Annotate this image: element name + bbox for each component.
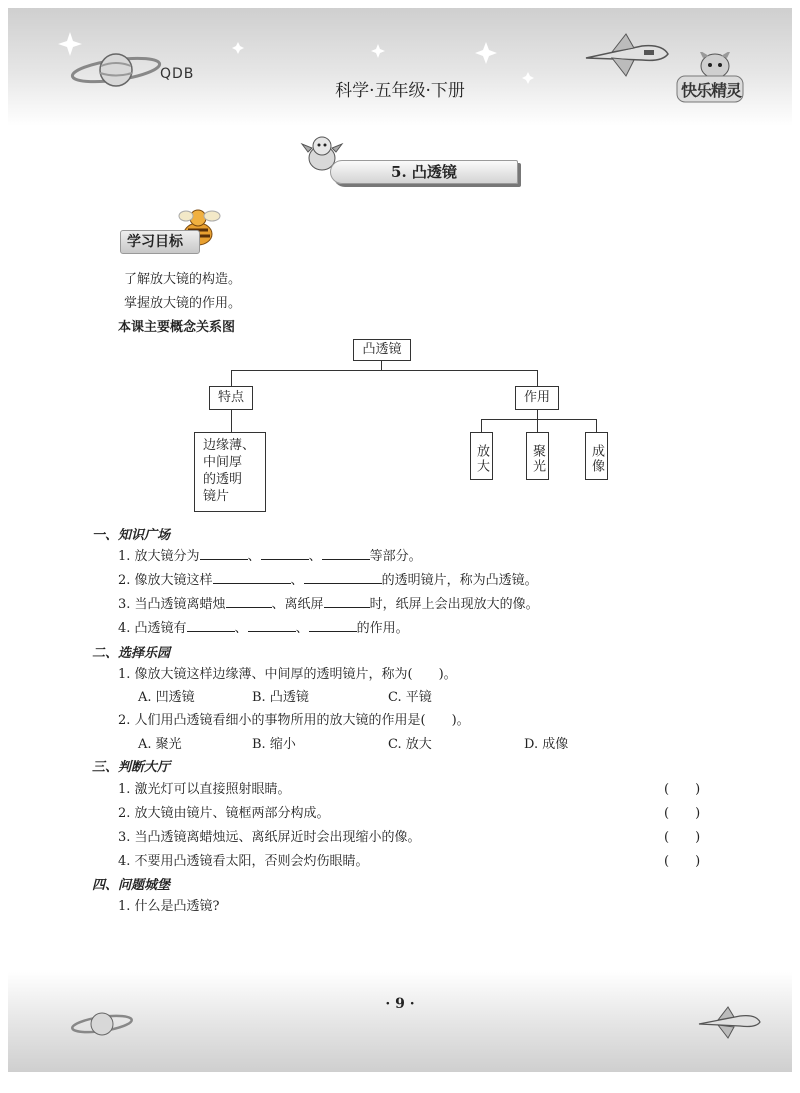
diagram-function-focus-light: 聚光: [526, 432, 549, 480]
logo-text: 快乐精灵: [681, 81, 742, 100]
question-1-2: [118, 569, 538, 588]
question-text: 3. 当凸透镜离蜡烛: [118, 597, 226, 612]
option-2-1-a[interactable]: A. 凹透镜: [138, 690, 195, 705]
question-text: 、: [247, 549, 261, 564]
diagram-node-functions: 作用: [515, 386, 559, 410]
blank-answer[interactable]: [322, 546, 370, 560]
question-text: 等部分。: [369, 549, 422, 564]
diagram-function-magnify: 放大: [470, 432, 493, 480]
answer-paren[interactable]: ( ): [664, 830, 701, 845]
section-judgement-title: 三、判断大厅: [92, 760, 171, 775]
question-text: 、: [290, 573, 304, 588]
diagram-node-features: 特点: [209, 386, 253, 410]
connector-line: [381, 361, 382, 370]
connector-line: [596, 419, 597, 432]
learning-goals-tag: 学习目标: [120, 230, 200, 254]
blank-answer[interactable]: [200, 546, 248, 560]
option-2-1-b[interactable]: B. 凸透镜: [252, 690, 309, 705]
option-2-2-c[interactable]: C. 放大: [388, 737, 432, 752]
question-text: 、: [308, 549, 322, 564]
question-1-4: [118, 617, 409, 636]
section-question-title: 四、问题城堡: [92, 878, 171, 893]
section-choice-title: 二、选择乐园: [92, 646, 171, 661]
question-text: 4. 凸透镜有: [118, 621, 187, 636]
connector-line: [481, 419, 597, 420]
question-1-1: [118, 545, 422, 564]
judgement-4: 4. 不要用凸透镜看太阳，否则会灼伤眼睛。: [118, 854, 369, 869]
question-text: 2. 像放大镜这样: [118, 573, 213, 588]
connector-line: [231, 370, 232, 386]
goal-item-2: 掌握放大镜的作用。: [124, 296, 242, 311]
space-shuttle-icon: [696, 1004, 762, 1040]
answer-paren[interactable]: ( ): [664, 806, 701, 821]
question-text: 时，纸屏上会出现放大的像。: [369, 597, 539, 612]
feature-line: 中间厚: [203, 455, 243, 470]
question-2-2: 2. 人们用凸透镜看细小的事物所用的放大镜的作用是( )。: [118, 713, 470, 728]
diagram-feature-desc: [194, 432, 266, 512]
feature-line: 边缘薄、: [203, 438, 256, 453]
answer-paren[interactable]: ( ): [664, 782, 701, 797]
lesson-title: 5. 凸透镜: [330, 160, 518, 184]
judgement-3: 3. 当凸透镜离蜡烛远、离纸屏近时会出现缩小的像。: [118, 830, 421, 845]
page-header-title: 科学·五年级·下册: [335, 81, 465, 101]
blank-answer[interactable]: [213, 570, 291, 584]
question-text: 的透明镜片，称为凸透镜。: [381, 573, 538, 588]
blank-answer[interactable]: [187, 618, 235, 632]
connector-line: [231, 370, 537, 371]
question-text: 、: [295, 621, 309, 636]
feature-line: 镜片: [203, 489, 230, 504]
header-code: QDB: [160, 66, 195, 82]
planet-icon: [70, 1006, 134, 1042]
feature-line: 的透明: [203, 472, 243, 487]
connector-line: [537, 410, 538, 419]
blank-answer[interactable]: [226, 594, 272, 608]
answer-paren[interactable]: ( ): [664, 854, 701, 869]
blank-answer[interactable]: [324, 594, 370, 608]
goal-item-1: 了解放大镜的构造。: [124, 272, 242, 287]
question-text: 、: [234, 621, 248, 636]
blank-answer[interactable]: [261, 546, 309, 560]
question-1-3: [118, 593, 539, 612]
diagram-function-image: 成像: [585, 432, 608, 480]
blank-answer[interactable]: [309, 618, 357, 632]
question-4-1: 1. 什么是凸透镜?: [118, 899, 220, 914]
option-2-2-b[interactable]: B. 缩小: [252, 737, 296, 752]
concept-diagram-title: 本课主要概念关系图: [118, 320, 236, 335]
connector-line: [537, 419, 538, 432]
space-shuttle-icon: [582, 30, 672, 80]
judgement-1: 1. 激光灯可以直接照射眼睛。: [118, 782, 291, 797]
question-text: 1. 放大镜分为: [118, 549, 200, 564]
blank-answer[interactable]: [248, 618, 296, 632]
question-text: 、离纸屏: [271, 597, 324, 612]
connector-line: [481, 419, 482, 432]
happy-genius-logo: [675, 52, 745, 104]
option-2-1-c[interactable]: C. 平镜: [388, 690, 432, 705]
connector-line: [537, 370, 538, 386]
blank-answer[interactable]: [304, 570, 382, 584]
question-text: 的作用。: [356, 621, 409, 636]
section-knowledge-title: 一、知识广场: [92, 528, 171, 543]
page-number: · 9 ·: [385, 996, 415, 1012]
option-2-2-d[interactable]: D. 成像: [524, 737, 569, 752]
connector-line: [231, 410, 232, 432]
diagram-root: 凸透镜: [353, 339, 411, 361]
option-2-2-a[interactable]: A. 聚光: [138, 737, 182, 752]
judgement-2: 2. 放大镜由镜片、镜框两部分构成。: [118, 806, 330, 821]
question-2-1: 1. 像放大镜这样边缘薄、中间厚的透明镜片，称为( )。: [118, 667, 457, 682]
